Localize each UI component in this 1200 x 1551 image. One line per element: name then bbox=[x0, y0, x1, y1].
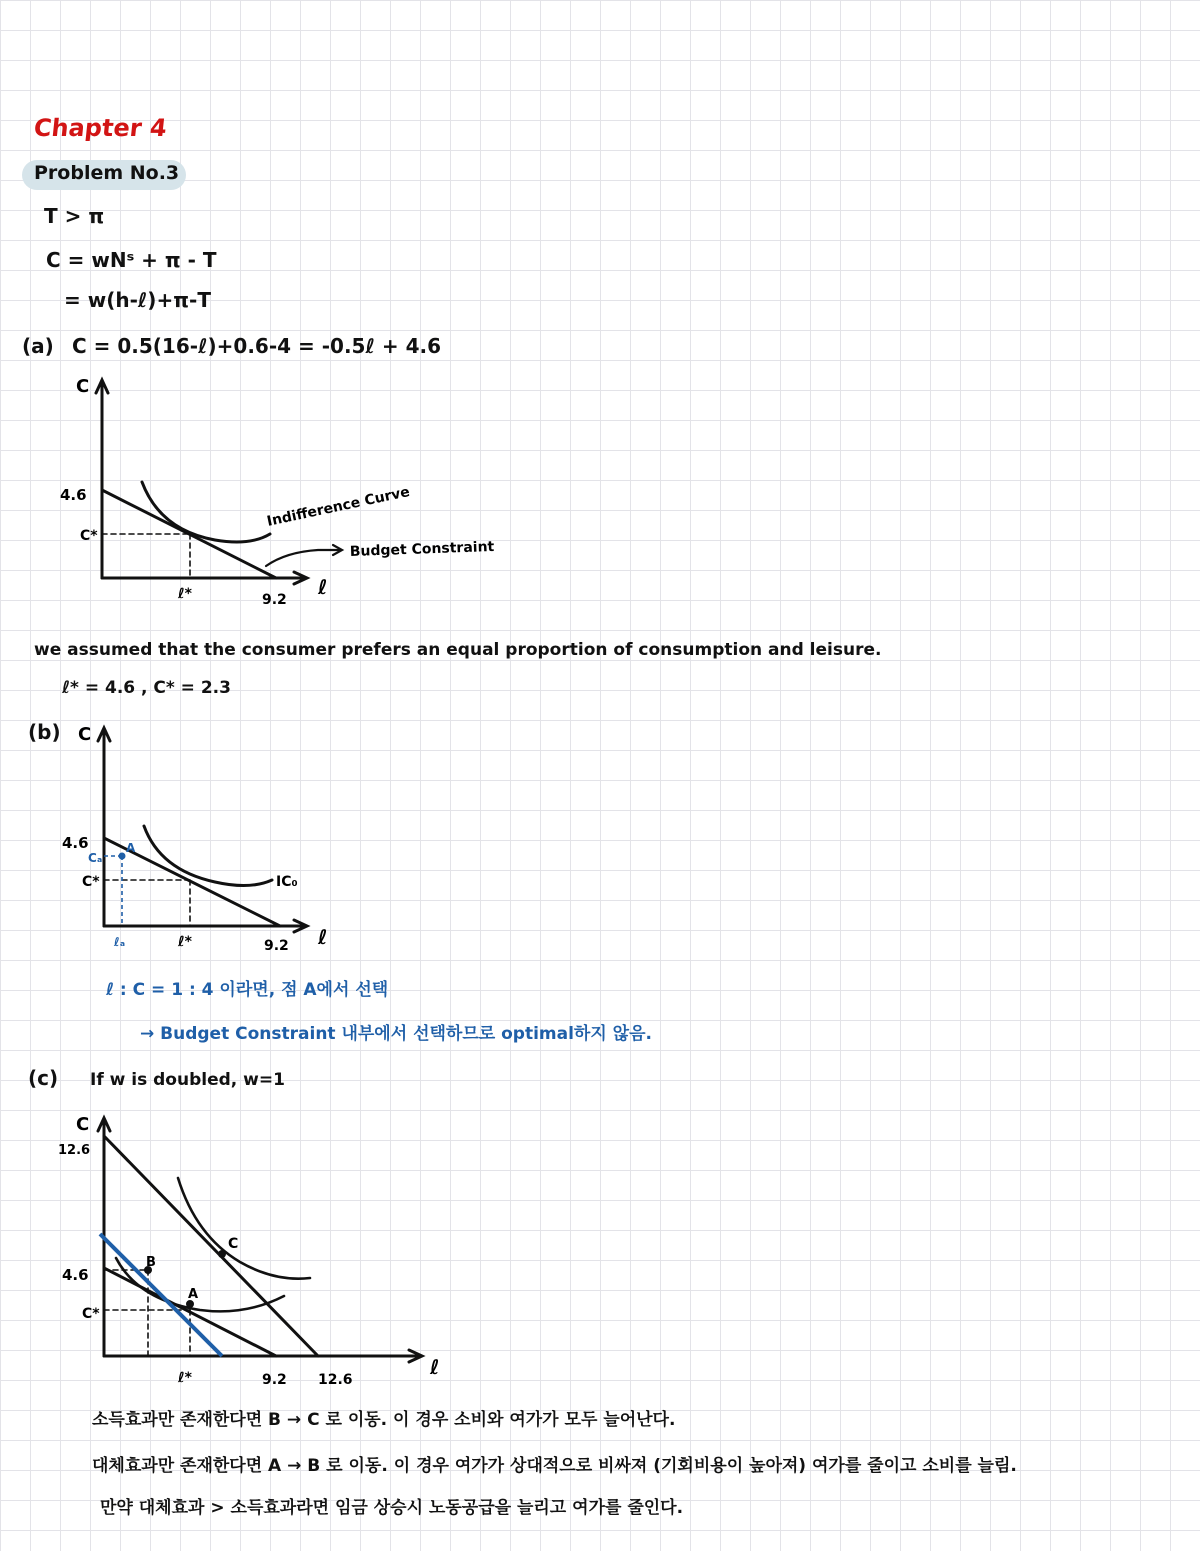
setup-line-2: C = wNˢ + π - T bbox=[46, 248, 217, 272]
graph-c-compensated-budget-line bbox=[100, 1234, 222, 1356]
graph-c-a-label: A bbox=[188, 1287, 199, 1302]
graph-c-point-c bbox=[219, 1251, 226, 1258]
graph-c-x-label: ℓ bbox=[430, 1355, 440, 1379]
graph-a-x-intercept: 9.2 bbox=[262, 592, 287, 608]
part-b-note-2: → Budget Constraint 내부에서 선택하므로 optimal하지 않음. bbox=[140, 1024, 652, 1044]
graph-b-c-a: Cₐ bbox=[88, 851, 103, 865]
graph-c-x-intercept-1: 9.2 bbox=[262, 1372, 287, 1388]
graph-c-c-star: C* bbox=[82, 1306, 100, 1322]
graph-c-c-label: C bbox=[228, 1236, 239, 1252]
graph-a-l-star: ℓ* bbox=[178, 586, 192, 602]
part-a-assumption: we assumed that the consumer prefers an equal proportion of consumption and leisure. bbox=[34, 640, 882, 660]
graph-c-y-intercept: 4.6 bbox=[62, 1266, 89, 1284]
setup-line-1: T > π bbox=[44, 204, 105, 228]
graph-b-y-label: C bbox=[78, 724, 92, 745]
part-c-line-1: 소득효과만 존재한다면 B → C 로 이동. 이 경우 소비와 여가가 모두 늘어난다. bbox=[92, 1410, 676, 1430]
chapter-title: Chapter 4 bbox=[32, 114, 169, 142]
graph-b-l-a: ℓₐ bbox=[114, 935, 126, 949]
part-b-label: (b) bbox=[28, 720, 61, 744]
part-a-label: (a) bbox=[22, 334, 54, 358]
graph-a-budget-label: Budget Constraint bbox=[349, 538, 495, 560]
part-c-line-2: 대체효과만 존재한다면 A → B 로 이동. 이 경우 여가가 상대적으로 비싸져 (기회비용이 높아져) 여가를 줄이고 소비를 늘림. bbox=[92, 1456, 1017, 1476]
graph-a-c-star: C* bbox=[80, 528, 98, 544]
graph-b-a-label: A bbox=[126, 841, 136, 855]
graph-c-ic-low bbox=[116, 1258, 284, 1311]
graph-b-l-star: ℓ* bbox=[178, 934, 192, 950]
graph-b-ic-label: IC₀ bbox=[276, 874, 298, 890]
graph-c-y-label: C bbox=[76, 1114, 90, 1135]
graph-b-x-intercept: 9.2 bbox=[264, 938, 289, 954]
graph-a-y-intercept: 4.6 bbox=[60, 486, 87, 504]
graph-b-y-intercept: 4.6 bbox=[62, 834, 89, 852]
graph-c-ic-high bbox=[178, 1178, 310, 1279]
graph-c-x-intercept-2: 12.6 bbox=[318, 1372, 353, 1388]
graph-b-x-label: ℓ bbox=[318, 925, 328, 949]
part-a-result: ℓ* = 4.6 , C* = 2.3 bbox=[62, 678, 231, 698]
graph-b-c-star: C* bbox=[82, 874, 100, 890]
graph-a-x-label: ℓ bbox=[318, 575, 328, 599]
graph-c-l-star: ℓ* bbox=[178, 1370, 192, 1386]
part-c-condition: If w is doubled, w=1 bbox=[90, 1070, 285, 1090]
graph-c-y-top: 12.6 bbox=[58, 1143, 91, 1158]
part-a-equation: C = 0.5(16-ℓ)+0.6-4 = -0.5ℓ + 4.6 bbox=[72, 334, 442, 358]
graph-a-indifference-label: Indifference Curve bbox=[265, 483, 412, 530]
setup-line-3: = w(h-ℓ)+π-T bbox=[64, 288, 211, 312]
problem-title: Problem No.3 bbox=[34, 162, 180, 184]
part-b-note-1: ℓ : C = 1 : 4 이라면, 점 A에서 선택 bbox=[106, 980, 389, 1000]
graph-a-y-label: C bbox=[76, 376, 90, 397]
graph-c-b-label: B bbox=[146, 1255, 156, 1270]
part-c-line-3: 만약 대체효과 > 소득효과라면 임금 상승시 노동공급을 늘리고 여가를 줄인다. bbox=[100, 1498, 684, 1518]
part-c-label: (c) bbox=[28, 1066, 59, 1090]
